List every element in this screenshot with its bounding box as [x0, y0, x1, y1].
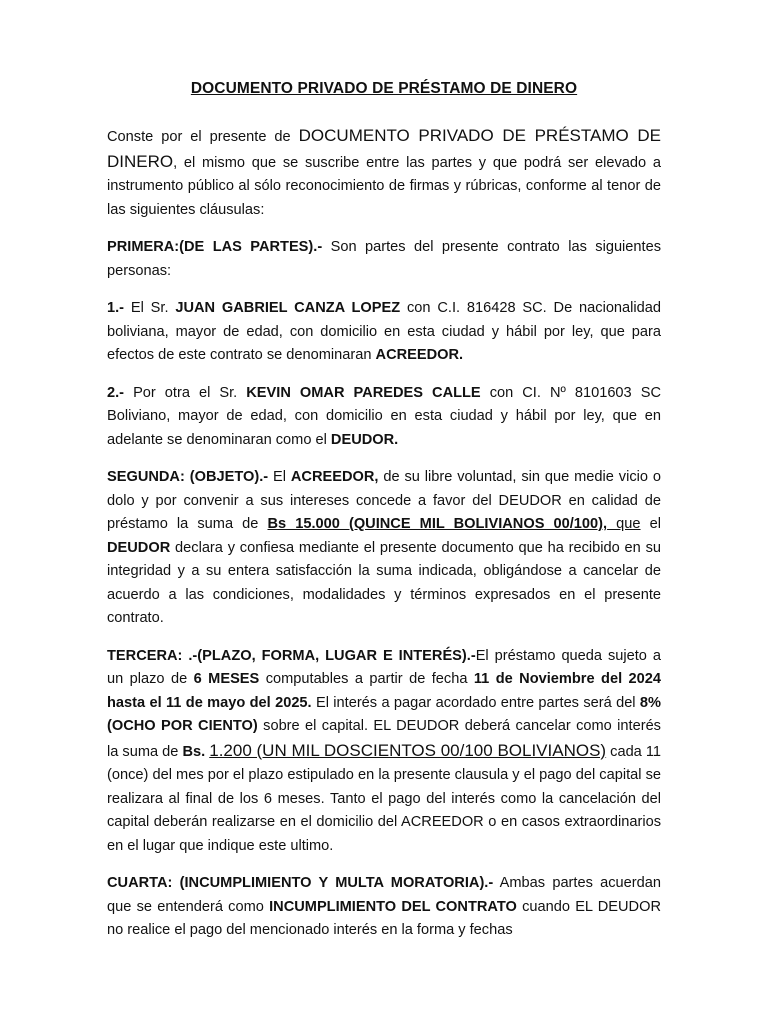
intro-text: , el mismo que se suscribe entre las partes y que podrá ser elevado a instrumento público al sólo reconocimiento de firmas y rúbricas, conforme al tenor de las siguientes cláusulas: — [107, 154, 661, 218]
clause-text: El préstamo queda sujeto a un plazo de — [107, 647, 662, 687]
intro-paragraph — [107, 124, 661, 222]
loan-dates: 11 de Noviembre del 2024 hasta el 11 de mayo del 2025. — [107, 671, 662, 711]
clause-heading: TERCERA: .-(PLAZO, FORMA, LUGAR E INTERÉS).- — [107, 647, 476, 664]
currency-label: Bs. — [182, 743, 206, 760]
clause-text: cada 11 (once) del mes por el plazo estipulado en la presente clausula y el pago del capital se realizara al final de los 6 meses. Tanto el pago del interés como la cancelación del capital deberán realizarse en el domicilio del ACREEDOR o en casos extraordinarios en el lugar que indique este ultimo. — [107, 743, 662, 854]
clause-cuarta — [107, 872, 661, 943]
clause-segunda — [107, 466, 661, 631]
party-role: DEUDOR. — [330, 431, 399, 448]
loan-amount: Bs 15.000 (QUINCE MIL BOLIVIANOS 00/100), — [267, 516, 608, 532]
clause-text: el — [640, 516, 661, 532]
clause-tercera — [107, 645, 661, 859]
party-number: 1.- — [107, 300, 125, 316]
clause-text: cuando EL DEUDOR no realice el pago del mencionado interés en la forma y fechas — [107, 898, 661, 938]
party-text: con CI. Nº 8101603 SC Boliviano, mayor de edad, con domicilio en esta ciudad y hábil por ley, que en adelante se denominaran como el — [107, 384, 661, 448]
clause-text: declara y confiesa mediante el presente documento que ha recibido en su integridad y a su entera satisfacción la suma indicada, obligándose a cancelar de acuerdo a las condiciones, modalidades y términos expresados en el presente contrato. — [107, 539, 661, 626]
interest-amount: 1.200 (UN MIL DOSCIENTOS 00/100 BOLIVIANOS) — [209, 740, 607, 760]
party-name: JUAN GABRIEL CANZA LOPEZ — [175, 300, 401, 316]
party-number: 2.- — [107, 384, 125, 401]
clause-text: de su libre voluntad, sin que medie vicio o dolo y por convenir a sus intereses concede a favor del DEUDOR en calidad de préstamo la suma de — [107, 469, 661, 532]
party-2-paragraph — [107, 382, 661, 453]
clause-text: computables a partir de fecha — [259, 671, 474, 687]
intro-text: Conste por el presente de — [107, 129, 299, 145]
clause-primera — [107, 236, 661, 283]
document-title: DOCUMENTO PRIVADO DE PRÉSTAMO DE DINERO — [190, 80, 578, 97]
clause-heading: SEGUNDA: (OBJETO).- — [107, 469, 269, 485]
clause-heading: PRIMERA:(DE LAS PARTES).- — [107, 239, 323, 255]
party-text: El Sr. — [124, 300, 176, 316]
clause-text: El interés a pagar acordado entre partes será del — [311, 694, 640, 711]
clause-text: Ambas partes acuerdan que se entenderá como — [107, 875, 661, 915]
acreedor-term: ACREEDOR, — [290, 469, 379, 485]
clause-text: Son partes del presente contrato las siguientes personas: — [107, 239, 661, 279]
breach-term: INCUMPLIMIENTO DEL CONTRATO — [269, 898, 517, 915]
interest-rate: 8% (OCHO POR CIENTO) — [107, 694, 662, 734]
party-role: ACREEDOR. — [375, 347, 464, 363]
party-name: KEVIN OMAR PAREDES CALLE — [246, 384, 481, 401]
party-text: Por otra el Sr. — [124, 384, 247, 401]
clause-text: que — [607, 516, 641, 532]
party-text: con C.I. 816428 SC. De nacionalidad boliviana, mayor de edad, con domicilio en esta ciudad y hábil por ley, que para efectos de este contrato se denominaran — [107, 300, 662, 363]
clause-text: sobre el capital. EL DEUDOR deberá cancelar como interés la suma de — [107, 718, 661, 760]
party-1-paragraph — [107, 297, 661, 368]
deudor-term: DEUDOR — [107, 539, 171, 556]
clause-text: El — [268, 469, 291, 485]
clause-heading: CUARTA: (INCUMPLIMIENTO Y MULTA MORATORIA).- — [107, 875, 494, 891]
loan-term: 6 MESES — [193, 671, 260, 687]
intro-document-name: DOCUMENTO PRIVADO DE PRÉSTAMO DE DINERO — [107, 126, 661, 171]
